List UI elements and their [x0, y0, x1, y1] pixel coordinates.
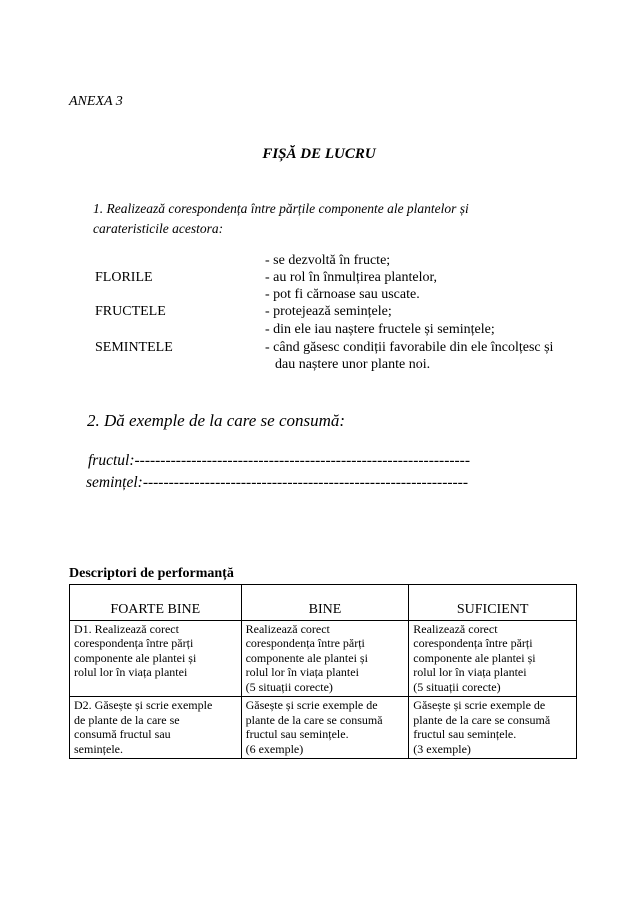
annex-label: ANEXA 3: [69, 94, 123, 109]
left-item-florile: FLORILE: [95, 270, 153, 285]
cell-line: (6 exemple): [245, 741, 304, 756]
table-header-row: [70, 585, 577, 621]
page-title: [0, 146, 638, 163]
cell-line: corespondența între părți: [74, 636, 194, 650]
exercise-1-prompt-line-2: carateristicile acestora:: [93, 221, 224, 236]
right-item-2: - au rol în înmulțirea plantelor,: [265, 270, 438, 285]
cell-d2-foarte-bine: [70, 697, 242, 759]
cell-line: Realizează corect: [413, 621, 498, 636]
cell-line: semințele.: [74, 741, 123, 756]
cell-line: de plante de la care se: [74, 712, 180, 727]
cell-d1-bine: [241, 620, 409, 697]
cell-line: componente ale plantei și: [74, 650, 197, 665]
right-item-6-continued: dau naștere unor plante noi.: [275, 357, 431, 372]
cell-line: rolul lor în viața plantei: [413, 665, 527, 679]
exercise-1-prompt: [93, 199, 469, 239]
header-bine: BINE: [241, 585, 409, 621]
right-item-6: - când găsesc condiții favorabile din ele încolțesc și: [265, 340, 554, 355]
exercise-1-prompt-line-1: 1. Realizează corespondența între părțile componente ale plantelor și: [93, 201, 469, 216]
cell-line: componente ale plantei și: [245, 650, 368, 665]
cell-d2-suficient: [409, 697, 577, 759]
header-foarte-bine: FOARTE BINE: [70, 585, 242, 621]
header-suficient: SUFICIENT: [409, 585, 577, 621]
right-item-5: - din ele iau naștere fructele și semințele;: [265, 322, 495, 337]
cell-line: rolul lor în viața plantei: [74, 665, 188, 679]
cell-d1-foarte-bine: [70, 620, 242, 697]
cell-d1-suficient: [409, 620, 577, 697]
cell-line: Realizează corect: [245, 621, 330, 636]
cell-line: (5 situații corecte): [245, 679, 333, 694]
descriptors-table: [69, 584, 577, 759]
cell-line: corespondența între părți: [245, 636, 365, 650]
left-item-fructele: FRUCTELE: [95, 304, 166, 319]
answer-line-semintel: semințel:---------------------------------------------------------------: [86, 474, 468, 491]
right-item-4: - protejează semințele;: [265, 304, 392, 319]
left-item-semintele: SEMINTELE: [95, 340, 173, 355]
cell-line: fructul sau semințele.: [413, 727, 517, 741]
right-item-3: - pot fi cărnoase sau uscate.: [265, 287, 420, 302]
cell-line: Găsește și scrie exemple de: [413, 698, 546, 712]
cell-line: plante de la care se consumă: [413, 712, 551, 727]
cell-line: D2. Găsește și scrie exemple: [74, 698, 213, 712]
cell-line: D1. Realizează corect: [74, 621, 179, 636]
table-row: [70, 620, 577, 697]
table-row: [70, 697, 577, 759]
cell-line: plante de la care se consumă: [245, 712, 383, 727]
cell-line: (5 situații corecte): [413, 679, 501, 694]
cell-line: componente ale plantei și: [413, 650, 536, 665]
answer-line-fructul: fructul:-----------------------------------------------------------------: [88, 452, 470, 469]
cell-d2-bine: [241, 697, 409, 759]
cell-line: Găsește și scrie exemple de: [245, 698, 378, 712]
cell-line: fructul sau semințele.: [245, 727, 349, 741]
cell-line: (3 exemple): [413, 741, 471, 756]
cell-line: corespondența între părți: [413, 636, 533, 650]
right-item-1: - se dezvoltă în fructe;: [265, 253, 391, 268]
cell-line: consumă fructul sau: [74, 727, 171, 741]
cell-line: rolul lor în viața plantei: [245, 665, 359, 679]
page-title-text: FIȘĂ DE LUCRU: [262, 146, 376, 162]
exercise-2-prompt: 2. Dă exemple de la care se consumă:: [87, 411, 346, 430]
descriptors-title: Descriptori de performanță: [69, 566, 234, 581]
